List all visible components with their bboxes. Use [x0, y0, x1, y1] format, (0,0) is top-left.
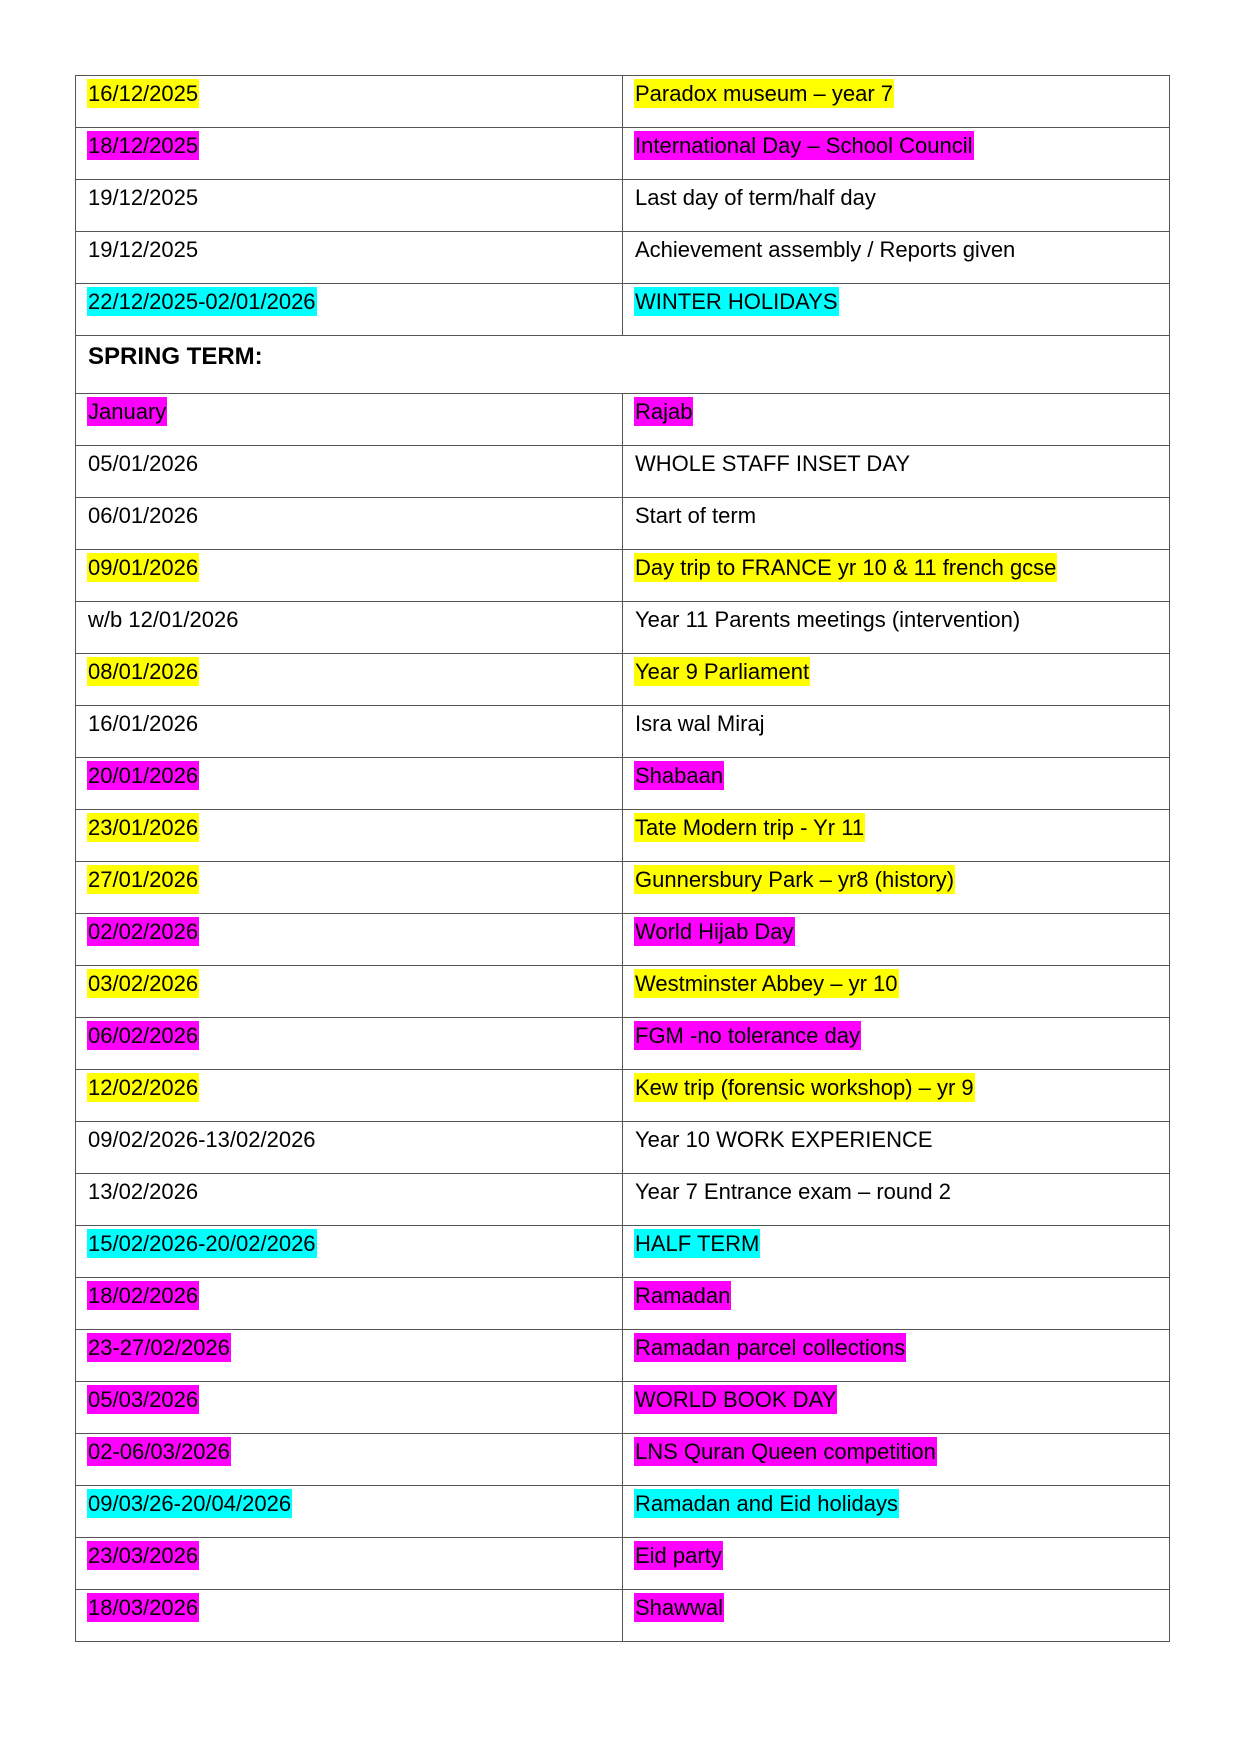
event-cell [623, 128, 1170, 180]
date-text: 27/01/2026 [88, 867, 199, 892]
event-cell [623, 966, 1170, 1018]
event-text: Kew trip (forensic workshop) – yr 9 [635, 1075, 974, 1100]
event-cell [623, 810, 1170, 862]
date-cell [76, 1018, 623, 1070]
date-text: 03/02/2026 [88, 971, 199, 996]
date-text: 19/12/2025 [88, 237, 199, 262]
date-cell [76, 1538, 623, 1590]
date-cell [76, 602, 623, 654]
date-cell [76, 76, 623, 128]
event-cell [623, 1434, 1170, 1486]
event-cell [623, 550, 1170, 602]
event-cell [623, 394, 1170, 446]
event-text: Rajab [635, 399, 693, 424]
event-text: Year 7 Entrance exam – round 2 [635, 1179, 951, 1204]
table-row [76, 76, 1170, 128]
date-cell [76, 1278, 623, 1330]
event-text: Ramadan parcel collections [635, 1335, 906, 1360]
event-text: WHOLE STAFF INSET DAY [635, 451, 911, 476]
event-cell [623, 1330, 1170, 1382]
table-row [76, 498, 1170, 550]
table-row [76, 1070, 1170, 1122]
event-text: Gunnersbury Park – yr8 (history) [635, 867, 955, 892]
table-row [76, 966, 1170, 1018]
table-row [76, 232, 1170, 284]
date-text: 06/02/2026 [88, 1023, 199, 1048]
date-text: 05/01/2026 [88, 451, 199, 476]
table-row [76, 654, 1170, 706]
date-cell [76, 128, 623, 180]
date-cell [76, 966, 623, 1018]
event-text: Ramadan and Eid holidays [635, 1491, 898, 1516]
date-text: 02/02/2026 [88, 919, 199, 944]
event-text: Ramadan [635, 1283, 731, 1308]
date-text: 05/03/2026 [88, 1387, 199, 1412]
event-cell [623, 180, 1170, 232]
event-cell [623, 602, 1170, 654]
event-cell [623, 1018, 1170, 1070]
event-cell [623, 446, 1170, 498]
table-row [76, 602, 1170, 654]
table-row [76, 446, 1170, 498]
table-row [76, 128, 1170, 180]
event-text: Tate Modern trip - Yr 11 [635, 815, 865, 840]
date-cell [76, 914, 623, 966]
section-header-row [76, 336, 1170, 394]
event-cell [623, 284, 1170, 336]
event-cell [623, 914, 1170, 966]
date-text: 18/02/2026 [88, 1283, 199, 1308]
table-row [76, 1486, 1170, 1538]
date-text: 18/03/2026 [88, 1595, 199, 1620]
table-row [76, 1174, 1170, 1226]
date-cell [76, 232, 623, 284]
event-text: Year 10 WORK EXPERIENCE [635, 1127, 933, 1152]
date-cell [76, 1590, 623, 1642]
date-cell [76, 1330, 623, 1382]
event-text: Paradox museum – year 7 [635, 81, 894, 106]
table-row [76, 284, 1170, 336]
table-row [76, 1018, 1170, 1070]
event-cell [623, 1590, 1170, 1642]
event-text: Shawwal [635, 1595, 724, 1620]
date-text: 02-06/03/2026 [88, 1439, 230, 1464]
date-cell [76, 1226, 623, 1278]
table-row [76, 1330, 1170, 1382]
event-cell [623, 76, 1170, 128]
date-cell [76, 394, 623, 446]
date-text: 18/12/2025 [88, 133, 199, 158]
date-cell [76, 1434, 623, 1486]
date-text: 22/12/2025-02/01/2026 [88, 289, 316, 314]
event-text: HALF TERM [635, 1231, 760, 1256]
event-cell [623, 498, 1170, 550]
date-text: 16/12/2025 [88, 81, 199, 106]
table-row [76, 1226, 1170, 1278]
date-text: 09/03/26-20/04/2026 [88, 1491, 292, 1516]
date-text: 13/02/2026 [88, 1179, 199, 1204]
table-row [76, 1538, 1170, 1590]
date-cell [76, 862, 623, 914]
table-row [76, 706, 1170, 758]
event-cell [623, 1538, 1170, 1590]
table-row [76, 862, 1170, 914]
table-row [76, 810, 1170, 862]
date-cell [76, 498, 623, 550]
date-cell [76, 1486, 623, 1538]
event-text: Day trip to FRANCE yr 10 & 11 french gcse [635, 555, 1057, 580]
event-cell [623, 1278, 1170, 1330]
table-row [76, 1382, 1170, 1434]
date-text: 08/01/2026 [88, 659, 199, 684]
date-text: January [88, 399, 167, 424]
event-text: FGM -no tolerance day [635, 1023, 860, 1048]
date-text: 09/01/2026 [88, 555, 199, 580]
event-cell [623, 1226, 1170, 1278]
table-row [76, 1122, 1170, 1174]
date-cell [76, 446, 623, 498]
date-cell [76, 1382, 623, 1434]
event-cell [623, 1174, 1170, 1226]
date-text: 19/12/2025 [88, 185, 199, 210]
event-text: Year 11 Parents meetings (intervention) [635, 607, 1021, 632]
event-text: Year 9 Parliament [635, 659, 810, 684]
date-text: 23/01/2026 [88, 815, 199, 840]
section-header-cell [76, 336, 1170, 394]
section-title: SPRING TERM: [88, 343, 263, 370]
table-row [76, 1590, 1170, 1642]
table-row [76, 180, 1170, 232]
table-row [76, 394, 1170, 446]
table-row [76, 758, 1170, 810]
event-cell [623, 862, 1170, 914]
date-text: 20/01/2026 [88, 763, 199, 788]
event-cell [623, 1486, 1170, 1538]
table-row [76, 1278, 1170, 1330]
event-cell [623, 1382, 1170, 1434]
date-cell [76, 706, 623, 758]
date-text: 16/01/2026 [88, 711, 199, 736]
event-text: Shabaan [635, 763, 724, 788]
event-text: Start of term [635, 503, 757, 528]
date-text: 23-27/02/2026 [88, 1335, 230, 1360]
date-cell [76, 758, 623, 810]
event-cell [623, 232, 1170, 284]
date-text: 09/02/2026-13/02/2026 [88, 1127, 316, 1152]
event-cell [623, 1070, 1170, 1122]
event-text: World Hijab Day [635, 919, 794, 944]
date-cell [76, 1070, 623, 1122]
date-cell [76, 810, 623, 862]
event-text: WORLD BOOK DAY [635, 1387, 837, 1412]
table-row [76, 550, 1170, 602]
date-cell [76, 1122, 623, 1174]
date-cell [76, 284, 623, 336]
date-cell [76, 654, 623, 706]
date-text: 23/03/2026 [88, 1543, 199, 1568]
date-cell [76, 1174, 623, 1226]
date-cell [76, 180, 623, 232]
event-text: Eid party [635, 1543, 722, 1568]
date-text: 06/01/2026 [88, 503, 199, 528]
event-text: Last day of term/half day [635, 185, 876, 210]
calendar-body [76, 76, 1170, 1642]
date-cell [76, 550, 623, 602]
event-text: WINTER HOLIDAYS [635, 289, 838, 314]
event-text: LNS Quran Queen competition [635, 1439, 936, 1464]
table-row [76, 1434, 1170, 1486]
date-text: 15/02/2026-20/02/2026 [88, 1231, 316, 1256]
event-cell [623, 1122, 1170, 1174]
date-text: 12/02/2026 [88, 1075, 199, 1100]
table-row [76, 914, 1170, 966]
calendar-table [75, 75, 1170, 1642]
event-cell [623, 654, 1170, 706]
date-text: w/b 12/01/2026 [88, 607, 239, 632]
event-text: International Day – School Council [635, 133, 973, 158]
event-text: Isra wal Miraj [635, 711, 765, 736]
event-cell [623, 706, 1170, 758]
event-cell [623, 758, 1170, 810]
event-text: Achievement assembly / Reports given [635, 237, 1016, 262]
event-text: Westminster Abbey – yr 10 [635, 971, 898, 996]
